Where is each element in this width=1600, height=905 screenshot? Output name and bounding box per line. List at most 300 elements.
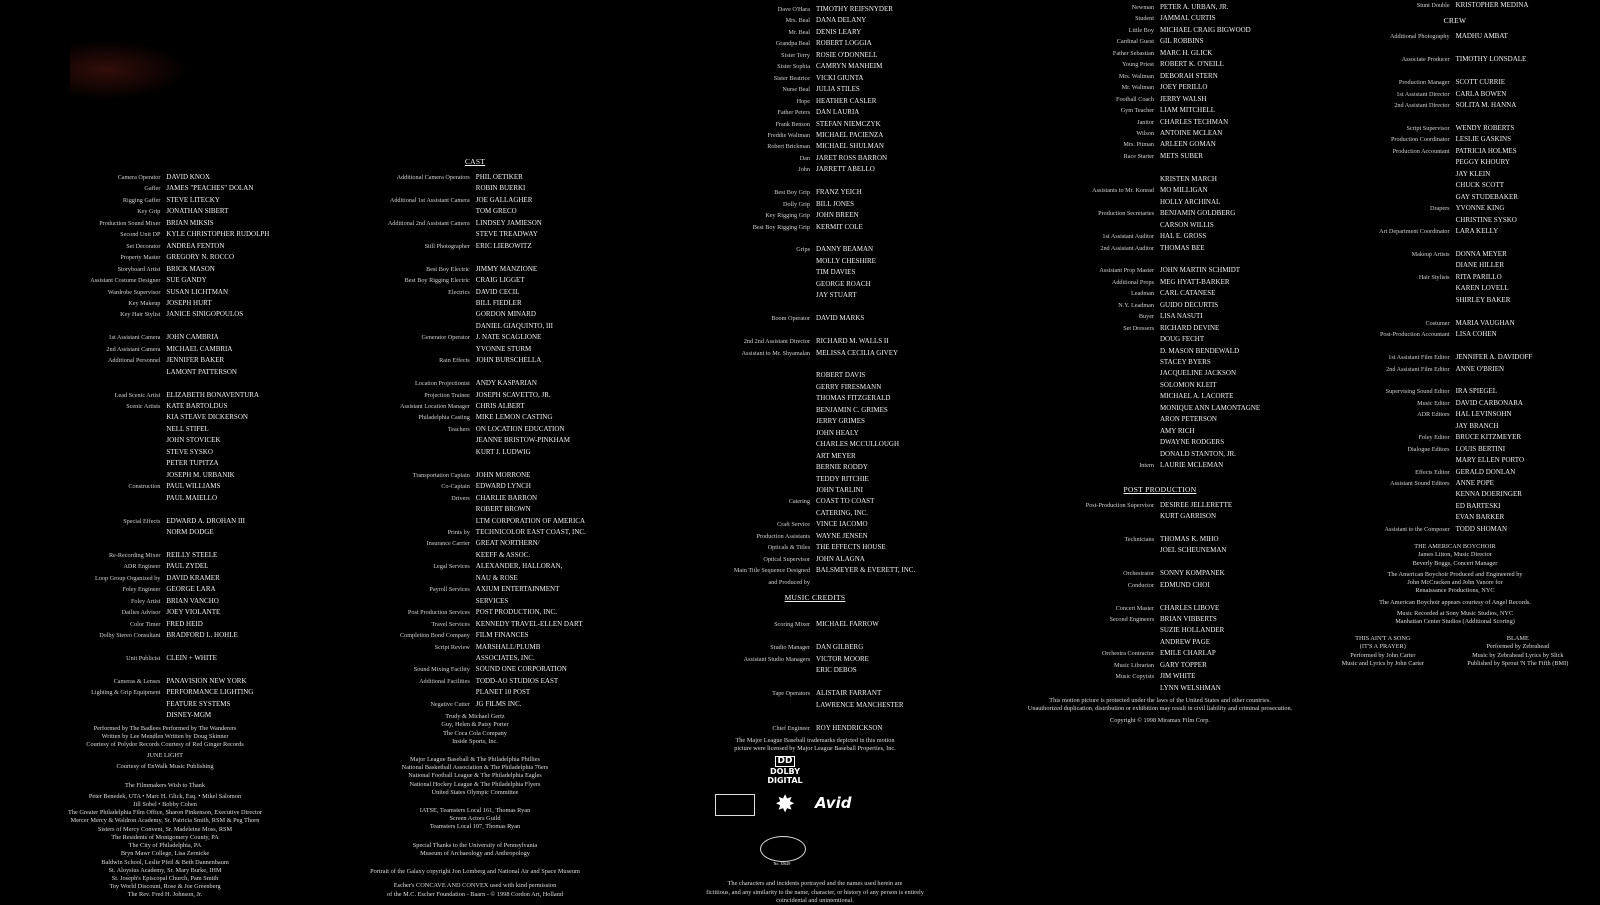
credit-name: TIM DAVIES bbox=[816, 268, 856, 277]
credits-column-5 bbox=[1320, 0, 1590, 900]
credits-list bbox=[690, 608, 940, 734]
credit-role: Sound Mixing Facility bbox=[413, 666, 470, 674]
spacer bbox=[690, 325, 940, 336]
credit-role: Associate Producer bbox=[1401, 56, 1450, 64]
credit-row bbox=[690, 542, 940, 553]
credit-name: GREAT NORTHERN/ bbox=[475, 539, 540, 548]
credit-row bbox=[1010, 311, 1310, 322]
credit-name: EVAN BARKER bbox=[1455, 513, 1505, 522]
credit-role bbox=[690, 508, 816, 519]
credit-row bbox=[1010, 25, 1310, 36]
credit-name: VINCE IACOMO bbox=[816, 520, 868, 529]
credit-name: EDWARD LYNCH bbox=[475, 482, 531, 491]
credit-row bbox=[50, 412, 280, 423]
credit-role: Orchestrator bbox=[1123, 570, 1154, 578]
credit-row bbox=[690, 38, 940, 49]
credit-row bbox=[690, 496, 940, 507]
credit-row bbox=[1010, 403, 1310, 414]
credit-name: DENIS LEARY bbox=[816, 27, 862, 36]
credit-name: YVONNE STURM bbox=[475, 344, 532, 353]
credit-name: HAL LEVINSOHN bbox=[1455, 410, 1512, 419]
credit-name: KERMIT COLE bbox=[816, 222, 863, 231]
credit-name: ANDREA FENTON bbox=[166, 241, 225, 250]
credit-row bbox=[345, 172, 605, 183]
credit-role bbox=[690, 405, 816, 416]
credit-name: DAVID CECIL bbox=[475, 287, 520, 296]
credit-row bbox=[50, 298, 280, 309]
crew-heading: CREW bbox=[1443, 16, 1467, 26]
credit-name: JOEY PERILLO bbox=[1160, 83, 1208, 92]
credit-role bbox=[1320, 501, 1456, 512]
credit-row bbox=[50, 195, 280, 206]
credit-row bbox=[345, 699, 605, 710]
credit-name: AMY RICH bbox=[1160, 426, 1195, 435]
credit-role: Drivers bbox=[451, 494, 470, 502]
credit-role bbox=[690, 267, 816, 278]
credit-row bbox=[1320, 272, 1590, 283]
credit-row bbox=[1010, 660, 1310, 671]
credits-column-2 bbox=[345, 0, 605, 900]
credit-name: NAU & ROSE bbox=[475, 573, 518, 582]
credit-name: PEGGY KHOURY bbox=[1455, 158, 1510, 167]
credit-row bbox=[690, 187, 940, 198]
credit-name: ELIZABETH BONAVENTURA bbox=[166, 390, 260, 399]
credit-name: GARY TOPPER bbox=[1160, 660, 1207, 669]
credit-role bbox=[345, 447, 476, 458]
credit-name: WENDY ROBERTS bbox=[1455, 124, 1515, 133]
credit-row bbox=[345, 561, 605, 572]
credit-row bbox=[690, 107, 940, 118]
credit-role bbox=[1320, 455, 1456, 466]
credit-role bbox=[1010, 174, 1160, 185]
credit-name: FILM FINANCES bbox=[475, 631, 529, 640]
credit-row bbox=[1320, 524, 1590, 535]
credit-row bbox=[345, 447, 605, 458]
credit-role: Re-Recording Mixer bbox=[109, 551, 161, 559]
credit-name: LTM CORPORATION OF AMERICA bbox=[475, 516, 586, 525]
credit-role: Assistant Sound Editors bbox=[1390, 480, 1450, 488]
credit-row bbox=[345, 241, 605, 252]
credit-row bbox=[690, 130, 940, 141]
credit-row bbox=[1320, 364, 1590, 375]
credit-row bbox=[50, 527, 280, 538]
credit-role: Storyboard Artist bbox=[117, 265, 161, 273]
seal-number: No. 35629 bbox=[773, 861, 791, 867]
credit-name: ERIC DEBOS bbox=[816, 666, 857, 675]
credit-name: PERFORMANCE LIGHTING bbox=[166, 688, 254, 697]
credit-row bbox=[345, 424, 605, 435]
credit-row bbox=[50, 401, 280, 412]
credit-role bbox=[1010, 403, 1160, 414]
credit-role: Optical Supervisor bbox=[763, 555, 810, 563]
clearances: Trudy & Michael Gertz Guy, Helen & Patsy Porter The Coca Cola Company Inside Sports, Inc. bbox=[441, 713, 509, 745]
credit-row bbox=[1010, 568, 1310, 579]
credit-name: FRANZ YEICH bbox=[816, 188, 862, 197]
credit-role bbox=[345, 298, 476, 309]
credit-name: GERRY FIRESMANN bbox=[816, 382, 882, 391]
credit-name: MARIA VAUGHAN bbox=[1455, 318, 1515, 327]
credit-row bbox=[690, 256, 940, 267]
credit-role bbox=[1320, 283, 1456, 294]
credit-role bbox=[690, 462, 816, 473]
credit-row bbox=[50, 573, 280, 584]
credit-role bbox=[345, 321, 476, 332]
credit-name: JAY STUART bbox=[816, 291, 857, 300]
credit-row bbox=[1010, 174, 1310, 185]
credit-name: DAN GILBERG bbox=[816, 643, 864, 652]
credit-name: MO MILLIGAN bbox=[1160, 186, 1208, 195]
credit-role bbox=[1320, 421, 1456, 432]
credit-role bbox=[1320, 215, 1456, 226]
credit-row bbox=[1010, 346, 1310, 357]
credit-name: REILLY STEELE bbox=[166, 550, 218, 559]
credit-name: THE EFFECTS HOUSE bbox=[816, 543, 886, 552]
credit-name: STEFAN NIEMCZYK bbox=[816, 119, 881, 128]
credit-role: Robert Brickman bbox=[767, 143, 810, 151]
credit-row bbox=[1320, 295, 1590, 306]
mpaa-seal-icon bbox=[760, 836, 806, 862]
credit-row bbox=[345, 516, 605, 527]
credit-row bbox=[1320, 226, 1590, 237]
credit-role bbox=[1320, 489, 1456, 500]
escher-credit: Escher's CONCAVE AND CONVEX used with kind permission of the M.C. Escher Foundation - Baarn - © 1998 Cordon Art, Holland bbox=[387, 882, 563, 898]
credit-row bbox=[1320, 478, 1590, 489]
credit-role: Prints by bbox=[447, 529, 470, 536]
credit-role: 1st Assistant Director bbox=[1396, 90, 1450, 98]
credit-role: 1st Assistant Film Editor bbox=[1388, 354, 1450, 362]
credit-row bbox=[690, 554, 940, 565]
credit-row bbox=[690, 244, 940, 255]
credit-role: Foley Artist bbox=[130, 597, 161, 605]
credit-name: MELISSA CECILIA GIVEY bbox=[816, 348, 899, 357]
credit-role: Set Dressers bbox=[1123, 324, 1154, 332]
credit-row bbox=[690, 73, 940, 84]
credit-row bbox=[1010, 36, 1310, 47]
credit-name: STEVE LITECKY bbox=[166, 195, 220, 204]
credit-name: DAVID KNOX bbox=[166, 173, 211, 181]
credit-name: MOLLY CHESHIRE bbox=[816, 256, 876, 265]
credit-role: Additional Props bbox=[1111, 278, 1154, 286]
credit-role: Teachers bbox=[447, 425, 470, 433]
credit-row bbox=[1320, 0, 1590, 11]
credit-name: KRISTEN MARCH bbox=[1160, 174, 1217, 183]
credit-row bbox=[1010, 2, 1310, 13]
union-seal-icon bbox=[715, 794, 755, 816]
credits-list bbox=[50, 172, 280, 722]
credit-name: JOHN MORRONE bbox=[475, 470, 531, 479]
credit-row bbox=[690, 642, 940, 653]
credit-row bbox=[1320, 260, 1590, 271]
credit-row bbox=[1010, 334, 1310, 345]
credit-role: Unit Publicist bbox=[126, 654, 161, 662]
credit-name: ANNE O'BRIEN bbox=[1455, 364, 1505, 373]
credit-row bbox=[1010, 648, 1310, 659]
credit-row bbox=[1320, 169, 1590, 180]
credit-name: COAST TO COAST bbox=[816, 497, 875, 506]
credits-list bbox=[1010, 500, 1310, 695]
credit-row bbox=[1010, 460, 1310, 471]
credit-role bbox=[345, 687, 476, 698]
credit-role: Lighting & Grip Equipment bbox=[91, 689, 161, 697]
legal-notice: This motion picture is protected under the laws of the United States and other countries. Unauthorized duplication, distribution or exhibition may result in civil liability and criminal prosecution. bbox=[1027, 697, 1293, 713]
credit-row bbox=[1320, 386, 1590, 397]
credit-name: LISA COHEN bbox=[1455, 330, 1497, 339]
credit-name: CHARLES LIBOVE bbox=[1160, 603, 1220, 612]
credit-role: Studio Manager bbox=[770, 644, 810, 652]
credit-role: Main Title Sequence Designed bbox=[733, 567, 810, 575]
credit-row bbox=[690, 519, 940, 530]
credit-row bbox=[1010, 105, 1310, 116]
credit-name: SOLITA M. HANNA bbox=[1455, 101, 1517, 110]
credit-row bbox=[1010, 48, 1310, 59]
credit-row bbox=[50, 561, 280, 572]
credit-row bbox=[345, 550, 605, 561]
credit-role: Best Boy Rigging Electric bbox=[404, 277, 470, 285]
credit-name: SHIRLEY BAKER bbox=[1455, 295, 1511, 304]
credit-row bbox=[345, 527, 605, 538]
credit-role: Supervising Sound Editor bbox=[1385, 388, 1450, 396]
credit-name: ANDY KASPARIAN bbox=[475, 379, 537, 388]
spacer bbox=[690, 608, 940, 619]
credit-name: LAMONT PATTERSON bbox=[166, 367, 237, 376]
credit-row bbox=[50, 687, 280, 698]
credit-row bbox=[1320, 501, 1590, 512]
credit-role: Art Department Coordinator bbox=[1379, 228, 1450, 236]
credit-row bbox=[1010, 151, 1310, 162]
credit-row bbox=[1320, 31, 1590, 42]
credit-role: Key Makeup bbox=[128, 299, 161, 307]
spacer bbox=[50, 538, 280, 549]
credit-row bbox=[345, 287, 605, 298]
credit-row bbox=[1320, 215, 1590, 226]
song-credits: Performed by The Badlees Performed by The Wanderers Written by Lee Mendlen Written by Doug Skinner Courtesy of Polydor Records Courtesy of Red Ginger Records bbox=[86, 724, 244, 749]
credit-role: Young Priest bbox=[1122, 61, 1154, 69]
credit-name: KENNEDY TRAVEL-ELLEN DART bbox=[475, 619, 583, 628]
credit-name: STEVE TREADWAY bbox=[475, 230, 538, 239]
credit-name: KIA STEAVE DICKERSON bbox=[166, 413, 248, 422]
credit-name: ROSIE O'DONNELL bbox=[816, 50, 878, 59]
credit-row bbox=[50, 172, 280, 183]
credit-row bbox=[1320, 249, 1590, 260]
credit-role: Script Review bbox=[434, 643, 470, 651]
credit-name: ANTOINE MCLEAN bbox=[1160, 128, 1223, 137]
credit-name: BERNIE RODDY bbox=[816, 463, 868, 472]
credit-name: METS SUBER bbox=[1160, 151, 1203, 160]
credit-role: Color Timer bbox=[129, 620, 161, 628]
credit-role bbox=[345, 206, 476, 217]
credit-row bbox=[50, 241, 280, 252]
credit-name: DISNEY-MGM bbox=[166, 711, 212, 720]
credit-name: BILL FIEDLER bbox=[475, 298, 522, 307]
credit-role: Drapers bbox=[1430, 205, 1450, 213]
credit-name: KRISTOPHER MEDINA bbox=[1455, 1, 1529, 9]
credit-role: Construction bbox=[128, 483, 161, 491]
credit-row bbox=[1320, 444, 1590, 455]
credit-row bbox=[50, 229, 280, 240]
credit-name: JOEY VIOLANTE bbox=[166, 608, 221, 617]
credit-role: Little Boy bbox=[1128, 26, 1154, 34]
credit-name: MADHU AMBAT bbox=[1455, 32, 1508, 41]
credit-role: Additional Personnel bbox=[107, 357, 161, 365]
credit-name: TEDDY RITCHIE bbox=[816, 474, 869, 483]
credit-row bbox=[345, 344, 605, 355]
credit-row bbox=[1010, 603, 1310, 614]
credit-name: PETER A. URBAN, JR. bbox=[1160, 3, 1229, 11]
credit-row bbox=[690, 370, 940, 381]
credit-name: CHRIS ALBERT bbox=[475, 402, 525, 411]
credit-name: GAY STUDEBAKER bbox=[1455, 192, 1518, 201]
disclaimer: The characters and incidents portrayed and the names used herein are fictitious, and any similarity to the name, character, or history of any person is entirely coincidental and unintentional. bbox=[706, 880, 924, 904]
credit-name: ROBIN BUERKI bbox=[475, 184, 526, 193]
credit-name: WAYNE JENSEN bbox=[816, 531, 868, 540]
credit-role: Key Hair Stylist bbox=[120, 311, 161, 319]
credit-name: JG FILMS INC. bbox=[475, 699, 522, 708]
credit-role bbox=[1010, 414, 1160, 425]
credit-name: MICHAEL CRAIG BIGWOOD bbox=[1160, 25, 1251, 34]
credit-row bbox=[345, 630, 605, 641]
credit-role bbox=[50, 412, 166, 423]
credit-name: STACEY BYERS bbox=[1160, 358, 1211, 367]
credit-row bbox=[50, 447, 280, 458]
credit-role: Freddie Waltman bbox=[767, 131, 810, 139]
credit-row bbox=[50, 424, 280, 435]
credit-row bbox=[690, 405, 940, 416]
credit-row bbox=[345, 504, 605, 515]
credit-name: DANNY BEAMAN bbox=[816, 245, 874, 254]
credit-row bbox=[690, 4, 940, 15]
credit-role: Gaffer bbox=[144, 185, 161, 193]
credit-name: JOSEPH HURT bbox=[166, 298, 212, 307]
credit-name: VICKI GIUNTA bbox=[816, 73, 864, 82]
credit-role bbox=[1010, 625, 1160, 636]
credit-name: TODD-AO STUDIOS EAST bbox=[475, 676, 559, 685]
spacer bbox=[1320, 341, 1590, 352]
credit-name: STEVE SYSKO bbox=[166, 447, 213, 456]
credit-role bbox=[690, 700, 816, 711]
credit-role bbox=[690, 451, 816, 462]
credit-row bbox=[50, 332, 280, 343]
dolby-double-d-icon: DD bbox=[775, 756, 796, 767]
credit-name: GUIDO DECURTIS bbox=[1160, 300, 1219, 309]
credit-row bbox=[1320, 318, 1590, 329]
credit-row bbox=[690, 50, 940, 61]
credit-name: MICHAEL PACIENZA bbox=[816, 130, 884, 139]
credit-role: John bbox=[798, 166, 810, 174]
spacer bbox=[690, 631, 940, 642]
credit-name: JOHN BURSCHELLA bbox=[475, 356, 542, 365]
credit-role bbox=[1010, 426, 1160, 437]
credit-row bbox=[1010, 414, 1310, 425]
credit-row bbox=[1320, 134, 1590, 145]
credit-row bbox=[345, 653, 605, 664]
spacer bbox=[690, 176, 940, 187]
credit-name: ARLEEN GOMAN bbox=[1160, 140, 1216, 149]
credit-role bbox=[1010, 380, 1160, 391]
credit-role: Negative Cutter bbox=[430, 700, 470, 708]
credit-row bbox=[1320, 489, 1590, 500]
credit-role bbox=[1010, 391, 1160, 402]
credit-row bbox=[345, 596, 605, 607]
credit-role bbox=[1010, 220, 1160, 231]
credit-role: ADR Editors bbox=[1417, 411, 1450, 419]
credit-name: J. NATE SCAGLIONE bbox=[475, 333, 542, 342]
credit-row bbox=[1010, 637, 1310, 648]
credit-name: VICTOR MOORE bbox=[816, 654, 869, 663]
credit-role bbox=[50, 470, 166, 481]
spacer bbox=[1010, 522, 1310, 533]
credits-list bbox=[690, 4, 940, 588]
credit-name: DESIREE JELLERETTE bbox=[1160, 500, 1233, 509]
credit-role: Effects Editor bbox=[1415, 468, 1450, 476]
credit-role: Post-Production Supervisor bbox=[1085, 501, 1154, 509]
credit-row bbox=[345, 378, 605, 389]
credit-row bbox=[1320, 352, 1590, 363]
spacer bbox=[50, 504, 280, 515]
credit-name: EDMUND CHOI bbox=[1160, 580, 1210, 589]
credit-role bbox=[690, 428, 816, 439]
credit-name: JARRETT ABELLO bbox=[816, 165, 875, 174]
credit-name: JOEL SCHEUNEMAN bbox=[1160, 546, 1227, 555]
credit-name: SONNY KOMPANEK bbox=[1160, 569, 1225, 578]
credit-row bbox=[690, 485, 940, 496]
credit-row bbox=[345, 275, 605, 286]
credit-role: Concert Master bbox=[1115, 604, 1154, 612]
credit-row bbox=[1010, 220, 1310, 231]
credit-name: SOUND ONE CORPORATION bbox=[475, 665, 567, 674]
credit-name: EDWARD A. DROHAN III bbox=[166, 516, 245, 525]
credit-name: GERALD DONLAN bbox=[1455, 467, 1516, 476]
credit-role: Sister Sophia bbox=[777, 63, 810, 71]
credit-name: PATRICIA HOLMES bbox=[1455, 146, 1517, 155]
credit-role bbox=[1010, 357, 1160, 368]
credit-role bbox=[690, 393, 816, 404]
credit-role: Production Manager bbox=[1398, 79, 1450, 87]
credit-name: THOMAS BEE bbox=[1160, 243, 1205, 252]
credit-row bbox=[50, 458, 280, 469]
credit-name: PAUL MAIELLO bbox=[166, 493, 218, 502]
credit-row bbox=[50, 390, 280, 401]
credit-name: PLANET 10 POST bbox=[475, 688, 531, 697]
credit-name: KEEFF & ASSOC. bbox=[475, 550, 531, 559]
credit-row bbox=[690, 428, 940, 439]
credit-role: Frank Benson bbox=[775, 120, 810, 128]
spacer bbox=[1010, 557, 1310, 568]
credit-role: Sister Beatrice bbox=[773, 74, 810, 82]
credit-name: JULIA STILES bbox=[816, 85, 860, 94]
credit-row bbox=[690, 654, 940, 665]
credit-name: ROBERT BROWN bbox=[475, 505, 531, 514]
credit-row bbox=[1010, 82, 1310, 93]
spacer bbox=[1010, 162, 1310, 173]
credit-name: JACQUELINE JACKSON bbox=[1160, 369, 1237, 378]
credit-role: Makeup Artists bbox=[1411, 251, 1450, 258]
credit-row bbox=[345, 206, 605, 217]
credit-role: Wardrobe Supervisor bbox=[107, 288, 161, 296]
credit-role bbox=[50, 435, 166, 446]
song-right: BLAME Performed by Zebrahead Music by Zebrahead Lyrics by Slick Published by Sprout 'N The Fifth (BMI) bbox=[1467, 635, 1569, 667]
credit-row bbox=[345, 538, 605, 549]
credit-name: CHARLIE BARRON bbox=[475, 493, 538, 502]
credit-name: PAUL WILLIAMS bbox=[166, 482, 221, 491]
credit-name: ASSOCIATES, INC. bbox=[475, 653, 535, 662]
boychoir: THE AMERICAN BOYCHOIR James Litton, Music Director Beverly Boggs, Concert Manager bbox=[1412, 543, 1498, 567]
credit-row bbox=[50, 344, 280, 355]
credit-row bbox=[50, 516, 280, 527]
spacer bbox=[690, 233, 940, 244]
credit-role bbox=[1010, 511, 1160, 522]
credit-role bbox=[1320, 192, 1456, 203]
credit-role: Stunt Double bbox=[1416, 2, 1450, 9]
